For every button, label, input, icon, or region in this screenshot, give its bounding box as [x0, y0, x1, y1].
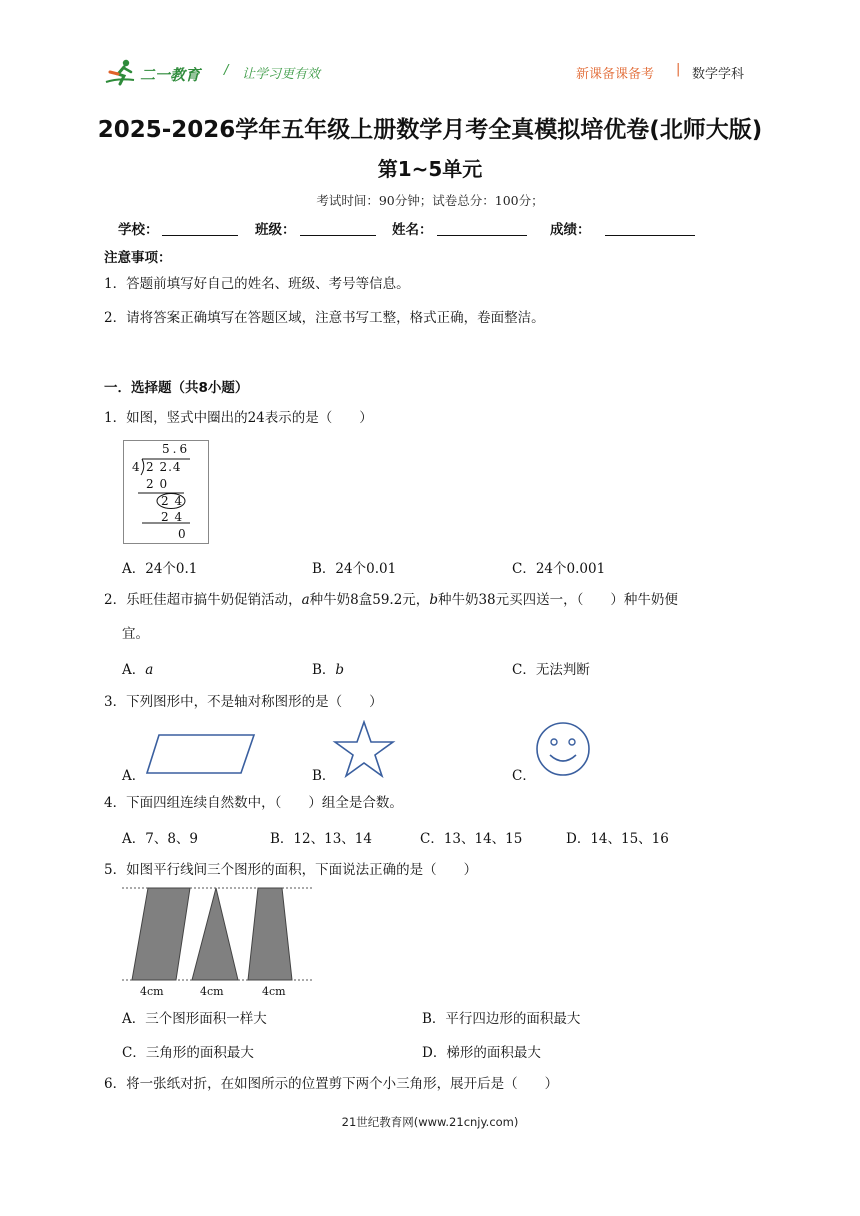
q2-var-a: a: [301, 592, 310, 608]
q5-option-b[interactable]: B．平行四边形的面积最大: [422, 1011, 581, 1027]
shape-base-label: 4cm: [140, 985, 164, 998]
q2-option-a[interactable]: [122, 658, 153, 678]
division-step-2-circled: 2 4: [161, 494, 184, 508]
question-5-stem: 5．如图平行线间三个图形的面积，下面说法正确的是（ ）: [104, 862, 478, 878]
runner-logo-icon: [104, 58, 138, 86]
school-label: 学校：: [118, 222, 159, 238]
shape-base-label: 4cm: [262, 985, 286, 998]
q5-option-a[interactable]: A．三个图形面积一样大: [122, 1011, 267, 1027]
notes-heading: 注意事项：: [104, 250, 172, 266]
trapezoid-shape: [248, 888, 292, 980]
parallel-lines-shapes-figure: [120, 884, 316, 984]
q2-option-b[interactable]: [312, 658, 344, 678]
q2-option-b-var: b: [335, 662, 345, 678]
slogan: 让学习更有效: [242, 67, 321, 82]
class-field[interactable]: [300, 219, 376, 236]
q4-option-b[interactable]: B．12、13、14: [270, 831, 372, 847]
question-3-stem: 3．下列图形中，不是轴对称图形的是（ ）: [104, 694, 383, 710]
division-divisor: 4: [132, 460, 140, 474]
q1-option-b[interactable]: B．24个0.01: [312, 561, 397, 577]
note-item: 1．答题前填写好自己的姓名、班级、考号等信息。: [104, 276, 410, 292]
parallelogram-figure: [145, 732, 257, 776]
exam-meta: 考试时间：90分钟；试卷总分：100分；: [316, 193, 544, 208]
long-division-figure: [123, 440, 209, 544]
division-remainder: 0: [178, 527, 186, 541]
triangle-shape: [192, 888, 238, 980]
q3-option-b[interactable]: B．: [312, 768, 336, 784]
q4-option-d[interactable]: D．14、15、16: [566, 831, 669, 847]
division-step-3: 2 4: [161, 510, 184, 524]
logo-text: 二一教育: [140, 66, 201, 84]
q1-option-c[interactable]: C．24个0.001: [512, 561, 606, 577]
q2-option-a-var: a: [145, 662, 154, 678]
star-figure: [332, 720, 396, 778]
q1-option-a[interactable]: A．24个0.1: [122, 561, 198, 577]
slogan-slash: /: [224, 63, 229, 78]
header-separator: |: [676, 62, 681, 77]
question-6-stem: 6．将一张纸对折，在如图所示的位置剪下两个小三角形，展开后是（ ）: [104, 1076, 559, 1092]
header-subject-label: 数学学科: [692, 67, 745, 82]
division-quotient: 5.6: [162, 442, 191, 456]
q2-option-c[interactable]: C．无法判断: [512, 662, 590, 678]
q3-option-c[interactable]: C．: [512, 768, 536, 784]
shape-base-label: 4cm: [200, 985, 224, 998]
page-footer: 21世纪教育网(www.21cnjy.com): [341, 1115, 519, 1129]
q5-option-d[interactable]: D．梯形的面积最大: [422, 1045, 541, 1061]
question-4-stem: 4．下面四组连续自然数中，（ ）组全是合数。: [104, 795, 403, 811]
section-title: 一．选择题（共8小题）: [104, 380, 249, 396]
page-title: 2025-2026学年五年级上册数学月考全真模拟培优卷(北师大版): [97, 117, 763, 143]
page-subtitle: 第1~5单元: [377, 157, 483, 181]
q2-option-b-label: B．: [312, 662, 336, 678]
header: [0, 0, 860, 100]
division-step-1: 2 0: [146, 477, 169, 491]
score-label: 成绩：: [550, 222, 591, 238]
q4-option-a[interactable]: A．7、8、9: [122, 831, 199, 847]
q2-var-b: b: [429, 592, 438, 608]
q3-option-a[interactable]: A．: [122, 768, 146, 784]
q4-option-c[interactable]: C．13、14、15: [420, 831, 523, 847]
q2-option-a-label: A．: [122, 662, 146, 678]
question-1-stem: 1．如图，竖式中圈出的24表示的是（ ）: [104, 410, 373, 426]
q5-option-c[interactable]: C．三角形的面积最大: [122, 1045, 254, 1061]
division-dividend: 2 2.4: [146, 460, 182, 474]
q2-stem-a: 2．乐旺佳超市搞牛奶促销活动，: [104, 592, 302, 608]
class-label: 班级：: [255, 222, 296, 238]
score-field[interactable]: [605, 219, 695, 236]
school-field[interactable]: [162, 219, 238, 236]
header-course-label: 新课备课备考: [576, 67, 655, 82]
name-label: 姓名：: [392, 222, 433, 238]
smiley-face-figure: [534, 721, 592, 777]
question-2-stem: [104, 590, 764, 610]
name-field[interactable]: [437, 219, 527, 236]
q2-stem-c: 种牛奶38元买四送一，（ ）种牛奶便: [437, 592, 678, 608]
q2-stem-b: 种牛奶8盒59.2元，: [309, 592, 430, 608]
question-2-stem-cont: 宜。: [122, 626, 149, 642]
note-item: 2．请将答案正确填写在答题区域，注意书写工整，格式正确，卷面整洁。: [104, 310, 545, 326]
parallelogram-shape: [132, 888, 190, 980]
